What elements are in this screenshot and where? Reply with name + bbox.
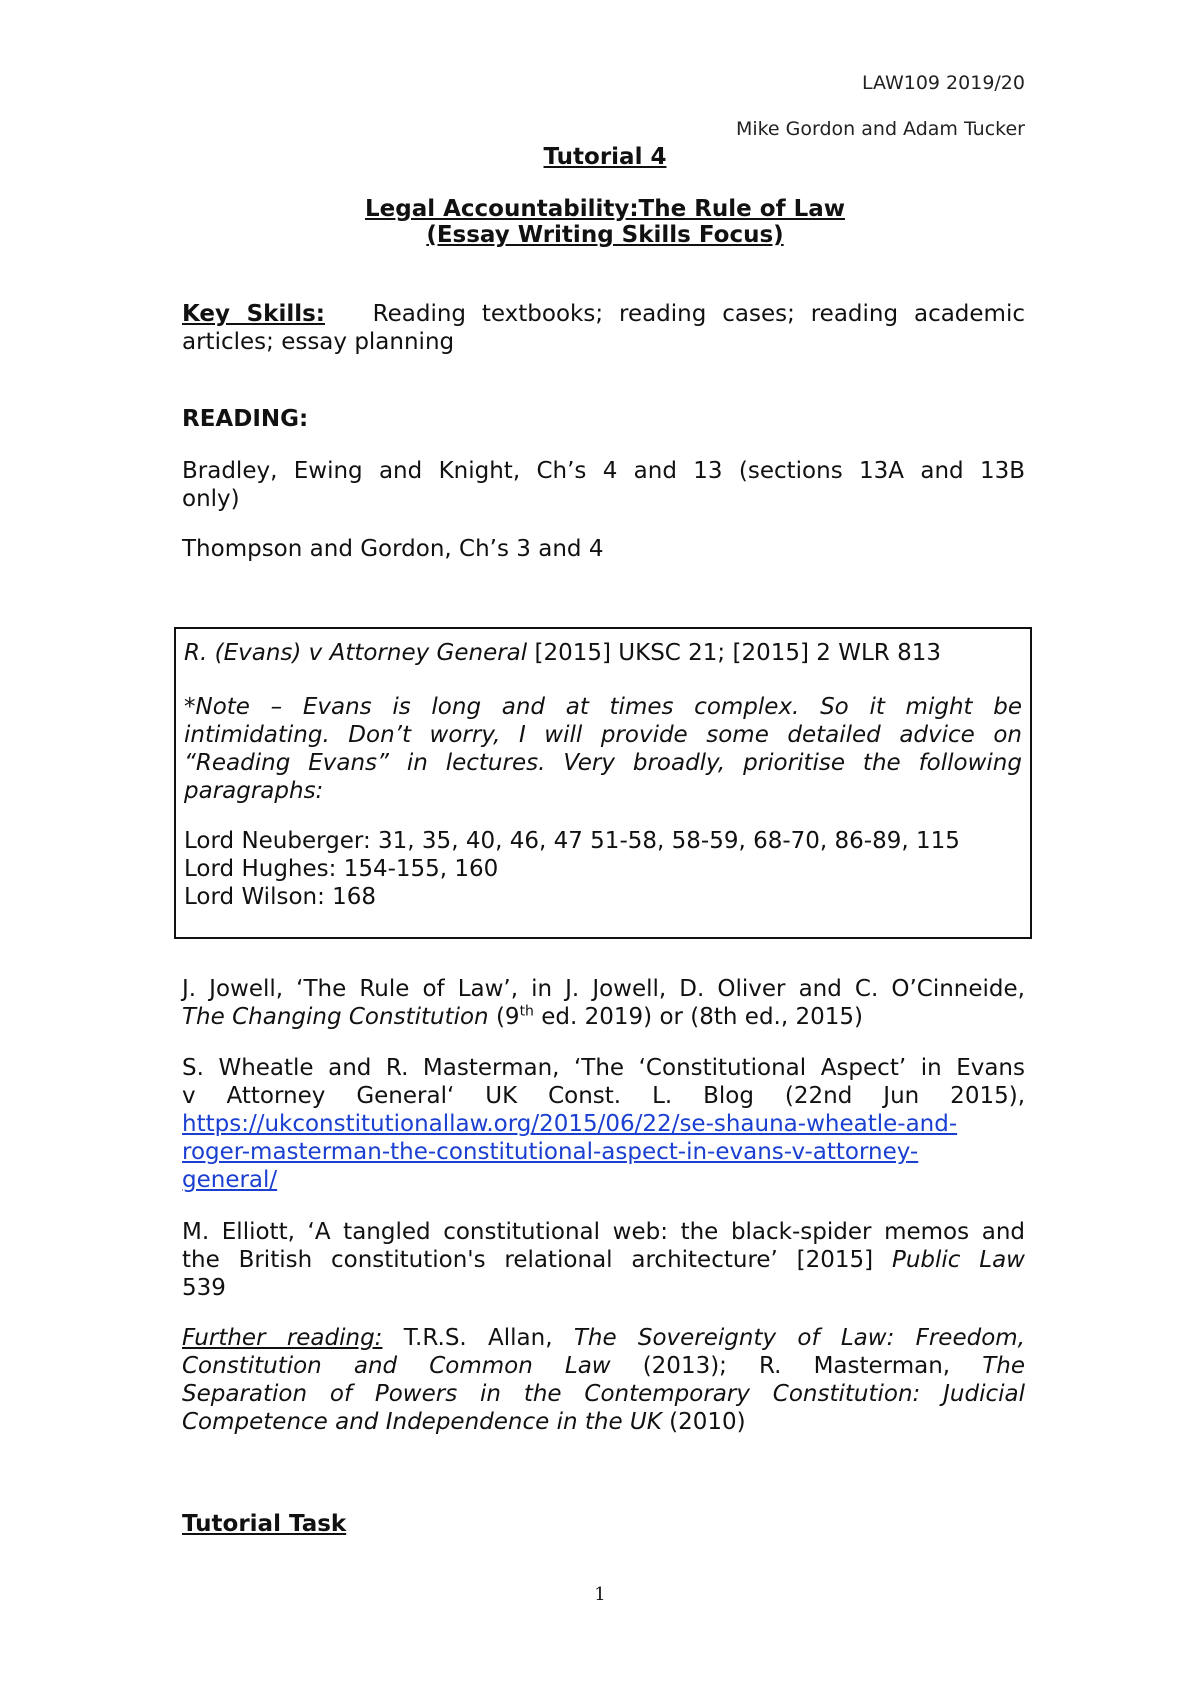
journal-title: Public Law xyxy=(891,1247,1025,1273)
key-skills-text-cont: articles; essay planning xyxy=(182,329,455,355)
jowell-book-title: The Changing Constitution xyxy=(182,1004,489,1030)
reading-thompson: Thompson and Gordon, Ch’s 3 and 4 xyxy=(182,536,604,562)
further-reading-label: Further reading: xyxy=(182,1325,383,1351)
further-reading: Further reading: T.R.S. Allan, The Sovereignty of Law: Freedom, Constitution and Common Law (2013); R. Masterman, The Separation of Powers in the Contemporary Constitution: Judicial Competence and Independence in the UK (2010) xyxy=(182,1325,1025,1435)
evans-note: *Note – Evans is long and at times complex. So it might be intimidating. Don’t worry, I will provide some detailed advice on “Reading Evans” in lectures. Very broadly, prioritise the following paragraphs: xyxy=(184,694,1022,804)
key-skills-text: Reading textbooks; reading cases; reading academic xyxy=(372,301,1026,327)
blog-link[interactable]: https://ukconstitutionallaw.org/2015/06/22/se-shauna-wheatle-and- xyxy=(182,1111,958,1137)
wilson-paragraphs: Lord Wilson: 168 xyxy=(184,884,377,910)
tutorial-task-heading: Tutorial Task xyxy=(182,1511,347,1537)
page-number: 1 xyxy=(594,1584,606,1605)
key-skills xyxy=(182,300,1025,356)
reading-elliott: M. Elliott, ‘A tangled constitutional web: the black-spider memos and the British constitution's relational architecture’ [2015] Public Law 539 xyxy=(182,1219,1025,1301)
key-skills-label: Key Skills: xyxy=(182,301,325,327)
evans-paragraphs xyxy=(184,827,1022,911)
reading-wheatle: S. Wheatle and R. Masterman, ‘The ‘Constitutional Aspect’ in Evans v Attorney General‘ UK Const. L. Blog (22nd Jun 2015), https://ukconstitutionallaw.org/2015/06/22/se-shauna-wheatle-and- roger-masterman-the-constitutional-aspect-in-evans-v-attorney- general/ xyxy=(182,1055,1025,1193)
evans-reading-box xyxy=(174,627,1032,939)
blog-link-cont[interactable]: roger-masterman-the-constitutional-aspect-in-evans-v-attorney- xyxy=(182,1139,919,1165)
evans-case-name: R. (Evans) v Attorney General xyxy=(184,640,528,666)
hughes-paragraphs: Lord Hughes: 154-155, 160 xyxy=(184,856,499,882)
neuberger-paragraphs: Lord Neuberger: 31, 35, 40, 46, 47 51-58, 58-59, 68-70, 86-89, 115 xyxy=(184,828,960,854)
reading-bradley: Bradley, Ewing and Knight, Ch’s 4 and 13 (sections 13A and 13B only) xyxy=(182,458,1025,512)
topic-title: Legal Accountability:The Rule of Law xyxy=(364,196,846,222)
topic-subtitle: (Essay Writing Skills Focus) xyxy=(426,222,784,248)
reading-heading: READING: xyxy=(182,406,309,432)
reading-jowell: J. Jowell, ‘The Rule of Law’, in J. Jowell, D. Oliver and C. O’Cinneide, The Changing Constitution (9th ed. 2019) or (8th ed., 2015) xyxy=(182,976,1025,1030)
author-names: Mike Gordon and Adam Tucker xyxy=(735,118,1025,140)
evans-citation: R. (Evans) v Attorney General [2015] UKSC 21; [2015] 2 WLR 813 xyxy=(184,640,941,666)
tutorial-title: Tutorial 4 xyxy=(543,144,667,170)
course-code: LAW109 2019/20 xyxy=(861,72,1025,94)
blog-link-end[interactable]: general/ xyxy=(182,1167,278,1193)
